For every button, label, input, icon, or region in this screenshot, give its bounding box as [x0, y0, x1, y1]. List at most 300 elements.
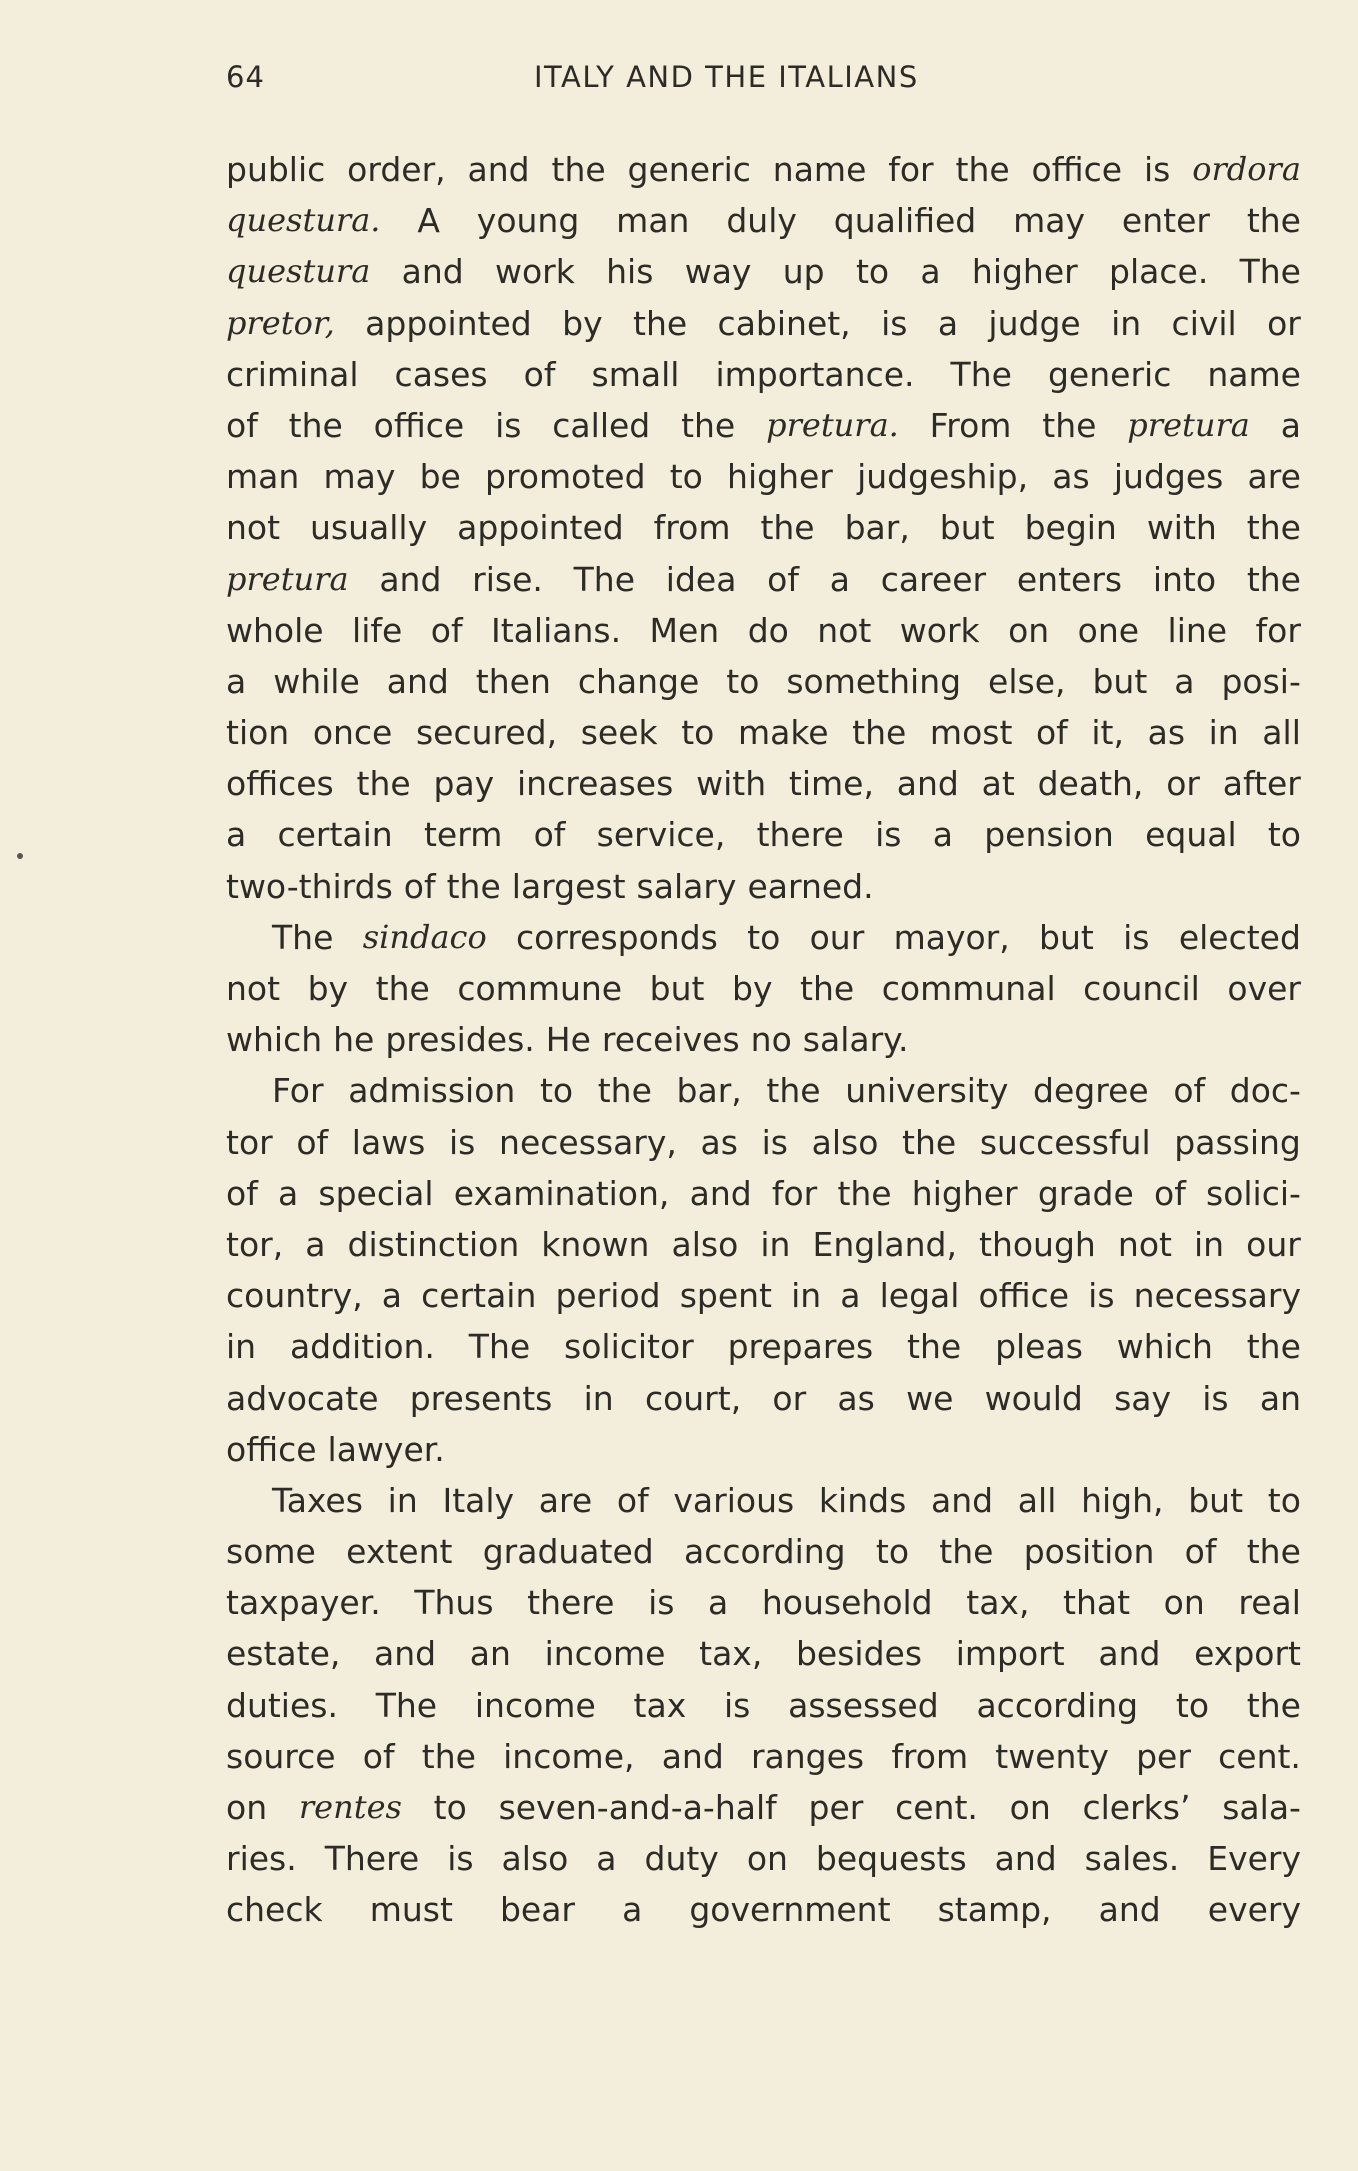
word: at [981, 764, 1015, 804]
word: per [808, 1788, 864, 1827]
word: he [333, 1020, 375, 1060]
text-line [226, 1526, 1301, 1577]
word: but [1039, 917, 1094, 957]
word: up [782, 252, 825, 292]
word: time, [788, 764, 874, 804]
word: Thus [414, 1583, 494, 1623]
word: a [622, 1890, 643, 1930]
word: but [1092, 661, 1148, 701]
word: is [648, 1583, 675, 1623]
word: whole [226, 610, 324, 650]
word: certain [277, 815, 393, 855]
word: is [1123, 917, 1150, 957]
word: higher [911, 1173, 1018, 1213]
word: begin [1024, 508, 1117, 548]
text-line [226, 656, 1301, 707]
word: mayor, [893, 917, 1010, 957]
word: are [538, 1480, 593, 1520]
word: position [1023, 1532, 1155, 1572]
word: clerks’ [1082, 1788, 1191, 1827]
word: once [312, 713, 393, 753]
word: on [1163, 1583, 1205, 1623]
word: order, [347, 150, 446, 189]
word: and [896, 764, 959, 804]
word: bequests [815, 1839, 967, 1879]
word: to [539, 1071, 574, 1111]
word: in [226, 1327, 257, 1367]
text-line [226, 707, 1301, 758]
word: and [1098, 1634, 1161, 1674]
word: the [766, 1071, 821, 1111]
word: sales. [1084, 1839, 1180, 1879]
word: of [1035, 713, 1068, 753]
word: check [226, 1890, 323, 1930]
word: and [689, 1173, 752, 1213]
word: in [1111, 303, 1142, 343]
word: and [401, 252, 464, 292]
word: the [633, 303, 688, 343]
word: is [724, 1685, 751, 1725]
word: but [649, 969, 705, 1008]
word: in [387, 1480, 418, 1520]
word: say [1114, 1378, 1172, 1418]
italic-word: rentes [298, 1788, 402, 1826]
word: university [845, 1071, 1009, 1111]
text-line [226, 1219, 1301, 1270]
word: every [1207, 1890, 1301, 1930]
word: household [761, 1583, 933, 1623]
word: by [562, 303, 603, 343]
word: which [1116, 1327, 1213, 1367]
word: graduated [482, 1532, 654, 1572]
word: cases [394, 354, 488, 394]
word: cent. [1218, 1736, 1301, 1776]
word: of [523, 354, 556, 394]
word: to [875, 1532, 910, 1572]
word: a [226, 815, 247, 855]
word: the [421, 1736, 476, 1776]
word: the [1246, 559, 1301, 599]
word: or [772, 1378, 807, 1418]
italic-word: questura [226, 252, 371, 291]
word: enter [1121, 201, 1210, 241]
word: duly [726, 201, 797, 241]
word: successful [979, 1122, 1151, 1162]
word: are [1247, 457, 1301, 497]
word: known [541, 1224, 650, 1264]
word: to [1267, 1480, 1301, 1520]
word: be [419, 457, 461, 497]
word: of [403, 866, 436, 906]
word: the [800, 969, 855, 1008]
word: seven-and-a-half [498, 1788, 777, 1827]
word: way [684, 252, 752, 292]
word: it, [1091, 713, 1124, 753]
word: of [362, 1736, 395, 1776]
word: sala- [1222, 1788, 1301, 1827]
word: there [756, 815, 844, 855]
word: prepares [727, 1327, 874, 1367]
word: England, [812, 1224, 957, 1264]
word: tax, [699, 1634, 763, 1674]
word: for [771, 1173, 818, 1213]
word: from [653, 508, 731, 548]
word: the [939, 1532, 994, 1572]
word: besides [795, 1634, 923, 1674]
word: of [1154, 1173, 1186, 1213]
word: the [1246, 508, 1301, 548]
italic-word: pretor, [226, 303, 335, 342]
word: to [747, 917, 781, 957]
text-line [226, 1833, 1301, 1884]
word: appointed [365, 303, 532, 343]
word: degree [1033, 1071, 1149, 1111]
word: seek [580, 713, 658, 753]
word: Italy [442, 1480, 515, 1520]
word: offices [226, 764, 334, 804]
word: spent [679, 1276, 772, 1316]
word: after [1222, 764, 1301, 804]
word: certain [421, 1276, 537, 1316]
word: the [597, 1071, 652, 1111]
word: the [551, 150, 606, 189]
word: as [837, 1378, 875, 1418]
word: court, [644, 1378, 742, 1418]
word: the [1246, 1327, 1301, 1367]
word: period [555, 1276, 661, 1316]
word: stamp, [937, 1890, 1052, 1930]
word: is [881, 303, 908, 343]
word: a [920, 252, 941, 292]
word: earned. [747, 866, 874, 906]
word: tor, [226, 1224, 284, 1264]
text-line [226, 1065, 1301, 1116]
word: office [373, 405, 465, 445]
word: line [1167, 610, 1228, 650]
word: assessed [788, 1685, 939, 1725]
word: judgeship, [857, 457, 1029, 497]
word: export [1194, 1634, 1301, 1674]
word: of [616, 1480, 649, 1520]
word: duty [644, 1839, 719, 1879]
page-number: 64 [226, 60, 265, 94]
word: office [978, 1276, 1070, 1316]
word: presents [409, 1378, 553, 1418]
word: largest [511, 866, 626, 906]
word: necessary [1133, 1276, 1301, 1316]
word: communal [881, 969, 1056, 1008]
word: the [446, 866, 501, 906]
word: no [750, 1020, 792, 1060]
word: laws [351, 1122, 426, 1162]
word: government [689, 1890, 891, 1930]
word: there [527, 1583, 615, 1623]
word: is [761, 1122, 788, 1162]
word: corresponds [516, 917, 718, 957]
word: though [979, 1224, 1096, 1264]
word: the [288, 405, 343, 445]
word: Italians. [491, 610, 622, 650]
word: a [1280, 405, 1301, 445]
word: per [1136, 1736, 1191, 1776]
word: extent [346, 1532, 453, 1572]
text-line [226, 400, 1301, 451]
text-line [226, 1731, 1301, 1782]
word: do [747, 610, 789, 650]
word: called [552, 405, 651, 445]
word: equal [1145, 815, 1237, 855]
word: criminal [226, 354, 359, 394]
word: rise. [472, 559, 543, 599]
word: name [772, 150, 867, 189]
word: the [955, 150, 1010, 189]
word: bear [499, 1890, 575, 1930]
word: small [591, 354, 680, 394]
word: The [272, 917, 334, 957]
word: for [1255, 610, 1301, 650]
word: a [381, 1276, 403, 1316]
word: presides. [385, 1020, 535, 1060]
word: as [1052, 457, 1090, 497]
word: not [226, 969, 281, 1008]
word: else, [988, 661, 1066, 701]
word: or [1267, 303, 1301, 343]
word: and [930, 1480, 994, 1520]
word: elected [1178, 917, 1301, 957]
word: a [932, 815, 953, 855]
word: to [433, 1788, 467, 1827]
word: From [929, 405, 1012, 445]
word: A [417, 201, 440, 241]
text-line [226, 605, 1301, 656]
word: appointed [457, 508, 624, 548]
word: bar, [844, 508, 910, 548]
word: a [1174, 661, 1195, 701]
text-line [226, 1014, 1301, 1065]
word: source [226, 1736, 336, 1776]
word: most [929, 713, 1013, 753]
italic-word: sindaco [362, 917, 487, 956]
text-line [226, 1475, 1301, 1526]
word: admission [348, 1071, 516, 1111]
word: over [1227, 969, 1301, 1008]
word: ries. [226, 1839, 297, 1879]
word: the [1246, 1685, 1301, 1725]
word: increases [517, 764, 674, 804]
word: Taxes [272, 1480, 363, 1520]
word: may [323, 457, 396, 497]
word: to [1267, 815, 1301, 855]
word: is [1143, 150, 1171, 189]
word: examination, [453, 1173, 670, 1213]
word: a [937, 303, 959, 343]
word: the [760, 508, 815, 548]
word: of [1184, 1532, 1217, 1572]
word: is [447, 1839, 474, 1879]
word: receives [601, 1020, 740, 1060]
word: tax [633, 1685, 687, 1725]
word: as [700, 1122, 738, 1162]
word: some [226, 1532, 316, 1572]
word: secured, [415, 713, 558, 753]
word: on [746, 1839, 788, 1879]
word: tion [226, 713, 290, 753]
text-line [226, 1168, 1301, 1219]
text-line [226, 298, 1301, 349]
word: special [318, 1173, 434, 1213]
word: the [837, 1173, 892, 1213]
word: import [955, 1634, 1065, 1674]
word: according [976, 1685, 1139, 1725]
word: is [1202, 1378, 1229, 1418]
word: a [226, 661, 247, 701]
word: higher [727, 457, 833, 497]
margin-speck [17, 853, 23, 859]
text-line [226, 1117, 1301, 1168]
word: with [1146, 508, 1217, 548]
word: life [352, 610, 403, 650]
word: a [829, 559, 850, 599]
word: salary. [802, 1020, 909, 1060]
word: posi- [1221, 661, 1301, 701]
word: his [606, 252, 654, 292]
word: judges [1113, 457, 1224, 497]
word: one [1077, 610, 1140, 650]
word: also [501, 1839, 569, 1879]
word: judge [988, 303, 1081, 343]
word: man [226, 457, 300, 497]
text-line [226, 1373, 1301, 1424]
word: also [671, 1224, 739, 1264]
word: on [226, 1788, 268, 1827]
text-line [226, 1884, 1301, 1935]
word: necessary, [499, 1122, 677, 1162]
word: income [544, 1634, 666, 1674]
word: idea [665, 559, 737, 599]
word: pleas [995, 1327, 1083, 1367]
word: but [1188, 1480, 1244, 1520]
word: tor [226, 1122, 273, 1162]
text-line [226, 963, 1301, 1014]
word: the [852, 713, 907, 753]
word: and [374, 1634, 437, 1674]
word: the [902, 1122, 957, 1162]
word: is [495, 405, 522, 445]
word: office [226, 1429, 317, 1469]
word: the [375, 969, 430, 1008]
word: with [696, 764, 767, 804]
word: qualified [833, 201, 977, 241]
word: The [573, 559, 636, 599]
text-line [226, 144, 1301, 195]
italic-word: ordora [1192, 150, 1301, 188]
word: by [732, 969, 773, 1008]
text-line [226, 758, 1301, 809]
word: to [726, 661, 760, 701]
word: as [1147, 713, 1186, 753]
word: and [467, 150, 530, 189]
word: high, [1081, 1480, 1164, 1520]
text-line [226, 809, 1301, 860]
word: usually [310, 508, 428, 548]
word: then [475, 661, 551, 701]
word: ranges [750, 1736, 865, 1776]
word: for [888, 150, 934, 189]
word: the [1246, 1532, 1301, 1572]
word: the [681, 405, 736, 445]
word: The [375, 1685, 438, 1725]
word: generic [627, 150, 751, 189]
word: cent. [895, 1788, 978, 1827]
word: various [673, 1480, 795, 1520]
word: work [494, 252, 575, 292]
word: enters [1016, 559, 1123, 599]
word: solici- [1206, 1173, 1301, 1213]
word: cabinet, [717, 303, 851, 343]
word: He [545, 1020, 591, 1060]
word: career [880, 559, 987, 599]
word: taxpayer. [226, 1583, 381, 1623]
text-line [226, 1270, 1301, 1321]
word: the [907, 1327, 962, 1367]
word: of [430, 610, 463, 650]
word: There [324, 1839, 420, 1879]
word: to [1175, 1685, 1210, 1725]
word: that [1063, 1583, 1131, 1623]
text-line [226, 912, 1301, 963]
word: but [939, 508, 995, 548]
word: young [476, 201, 580, 241]
word: not [1117, 1224, 1172, 1264]
word: lawyer. [327, 1429, 445, 1469]
word: by [307, 969, 349, 1008]
word: of [296, 1122, 329, 1162]
word: and [994, 1839, 1057, 1879]
word: Men [649, 610, 720, 650]
word: an [469, 1634, 511, 1674]
word: the [1246, 201, 1301, 241]
word: in [760, 1224, 791, 1264]
word: from [891, 1736, 969, 1776]
word: solicitor [564, 1327, 694, 1367]
text-line [226, 554, 1301, 605]
word: to [681, 713, 715, 753]
text-line [226, 1321, 1301, 1372]
word: twenty [995, 1736, 1109, 1776]
word: to [855, 252, 890, 292]
text-line [226, 349, 1301, 400]
word: two-thirds [226, 866, 393, 906]
word: The [1239, 252, 1301, 292]
text-line [226, 1577, 1301, 1628]
word: according [683, 1532, 846, 1572]
word: also [811, 1122, 879, 1162]
word: while [273, 661, 360, 701]
word: a [278, 1173, 299, 1213]
running-title: ITALY AND THE ITALIANS [534, 60, 919, 94]
word: income [474, 1685, 596, 1725]
word: the [1042, 405, 1097, 445]
word: must [369, 1890, 453, 1930]
word: public [226, 150, 326, 189]
word: in [791, 1276, 822, 1316]
italic-word: pretura. [766, 405, 899, 444]
word: our [809, 917, 865, 957]
running-head [226, 60, 1301, 108]
word: pay [433, 764, 495, 804]
text-line [226, 246, 1301, 297]
text-line [226, 1628, 1301, 1679]
